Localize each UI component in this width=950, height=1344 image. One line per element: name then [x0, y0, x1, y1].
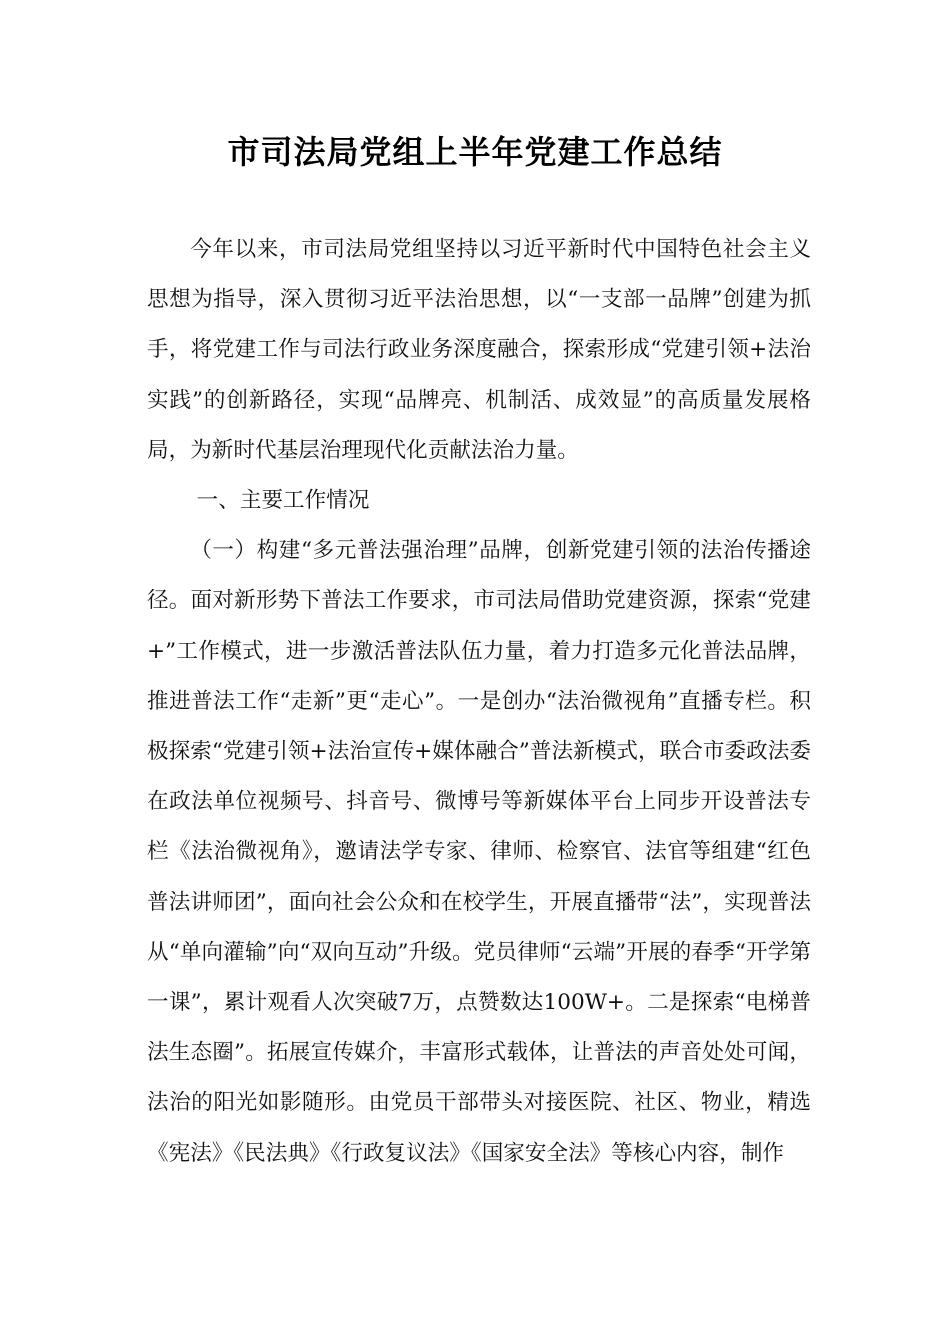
document-body: [147, 225, 811, 1179]
section-paragraph: （一）构建“多元普法强治理”品牌，创新党建引领的法治传播途径。面对新形势下普法工作要求，市司法局借助党建资源，探索“党建+”工作模式，进一步激活普法队伍力量，着力打造多元化普法品牌，推进普法工作“走新”更“走心”。一是创办“法治微视角”直播专栏。积极探索“党建引领+法治宣传+媒体融合”普法新模式，联合市委政法委在政法单位视频号、抖音号、微博号等新媒体平台上同步开设普法专栏《法治微视角》，邀请法学专家、律师、检察官、法官等组建“红色普法讲师团”，面向社会公众和在校学生，开展直播带“法”，实现普法从“单向灌输”向“双向互动”升级。党员律师“云端”开展的春季“开学第一课”，累计观看人次突破7万，点赞数达100W+。二是探索“电梯普法生态圈”。拓展宣传媒介，丰富形式载体，让普法的声音处处可闻，法治的阳光如影随形。由党员干部带头对接医院、社区、物业，精选《宪法》《民法典》《行政复议法》《国家安全法》等核心内容，制作: [147, 538, 811, 1166]
intro-paragraph: 今年以来，市司法局党组坚持以习近平新时代中国特色社会主义思想为指导，深入贯彻习近平法治思想，以“一支部一品牌”创建为抓手，将党建工作与司法行政业务深度融合，探索形成“党建引领+法治实践”的创新路径，实现“品牌亮、机制活、成效显”的高质量发展格局，为新时代基层治理现代化贡献法治力量。: [147, 237, 811, 463]
document-title: 市司法局党组上半年党建工作总结: [227, 133, 723, 171]
section-heading: 一、主要工作情况: [196, 488, 370, 514]
